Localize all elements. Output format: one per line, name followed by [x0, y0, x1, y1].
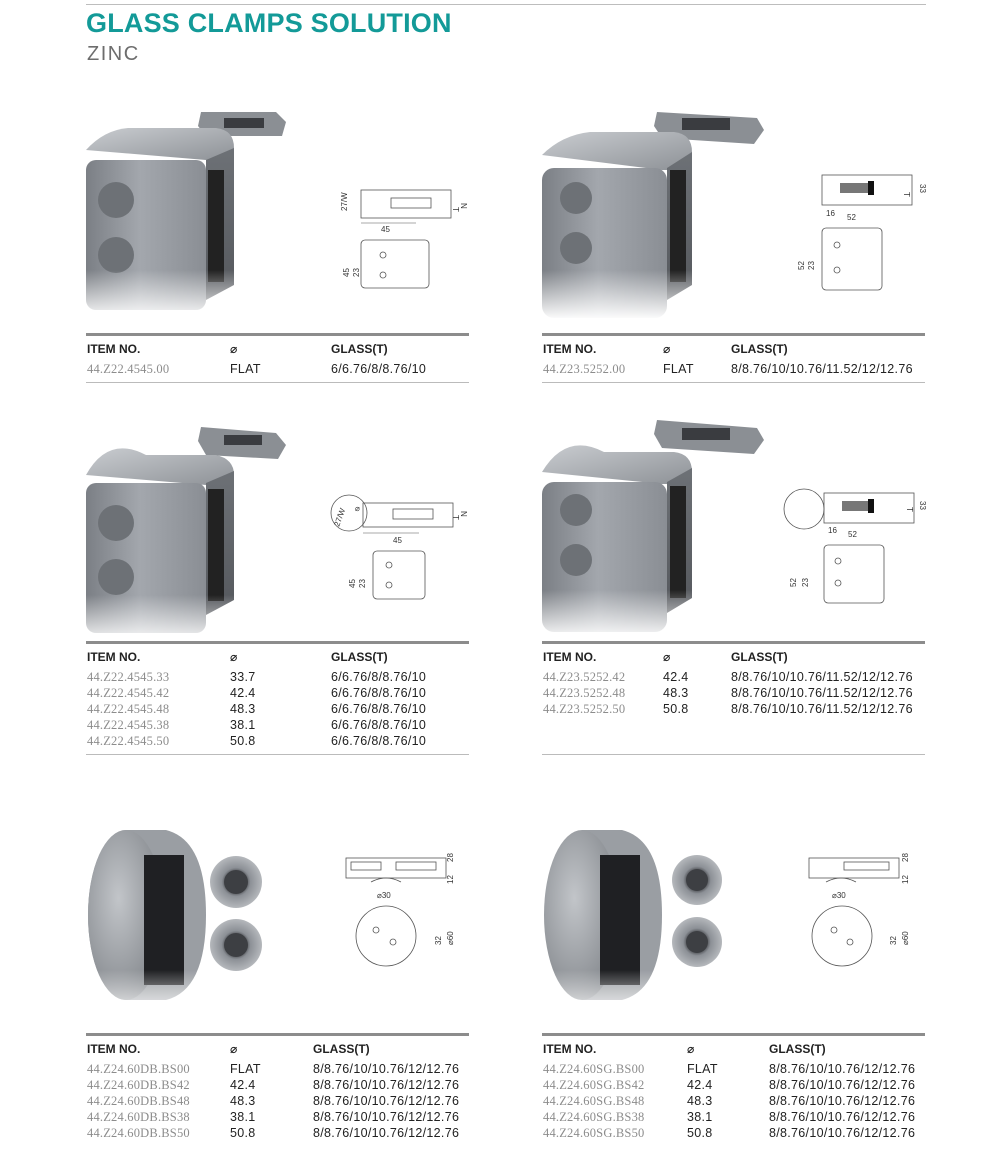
- clamp-diagram: [782, 477, 927, 607]
- glass-value: 8/8.76/10/10.76/12/12.76: [313, 1062, 460, 1076]
- col-diameter-header: ⌀: [687, 1042, 695, 1056]
- diameter-value: 50.8: [230, 1126, 256, 1140]
- table-row: [86, 1062, 469, 1078]
- clamp-diagram: [329, 493, 468, 608]
- spec-table: [86, 641, 469, 755]
- spec-table: [86, 1033, 469, 1142]
- spec-header: [542, 650, 925, 670]
- item-number: 44.Z22.4545.38: [87, 718, 170, 732]
- diameter-value: 48.3: [230, 702, 256, 716]
- col-diameter-header: ⌀: [663, 650, 671, 664]
- dim-width-label: 52: [847, 213, 856, 222]
- table-row: [86, 1126, 469, 1142]
- diameter-value: 38.1: [230, 1110, 256, 1124]
- item-number: 44.Z24.60DB.BS38: [87, 1110, 190, 1124]
- col-glass-header: GLASS(T): [769, 1042, 826, 1056]
- table-row: [542, 362, 925, 378]
- glass-value: 8/8.76/10/10.76/12/12.76: [769, 1110, 916, 1124]
- item-number: 44.Z22.4545.33: [87, 670, 170, 684]
- clamp-photo: [86, 820, 286, 1020]
- diameter-value: 48.3: [230, 1094, 256, 1108]
- glass-value: 6/6.76/8/8.76/10: [331, 686, 427, 700]
- dim-width-label: 45: [381, 225, 390, 234]
- item-number: 44.Z24.60SG.BS50: [543, 1126, 645, 1140]
- item-number: 44.Z22.4545.00: [87, 362, 170, 376]
- table-row: [86, 670, 469, 686]
- page-title: GLASS CLAMPS SOLUTION: [86, 8, 452, 38]
- glass-value: 8/8.76/10/10.76/12/12.76: [313, 1110, 460, 1124]
- product-card-5: [86, 815, 469, 1145]
- item-number: 44.Z22.4545.48: [87, 702, 170, 716]
- dim-dia-label: ⌀60: [446, 931, 455, 945]
- dim-thick-label: 12: [446, 875, 455, 884]
- dim-hole-label: 23: [352, 268, 361, 277]
- dim-offset-label: 16: [826, 209, 835, 218]
- diameter-value: 42.4: [230, 686, 256, 700]
- glass-value: 8/8.76/10/10.76/11.52/12/12.76: [731, 686, 913, 700]
- col-item-header: ITEM NO.: [543, 650, 597, 664]
- glass-value: 8/8.76/10/10.76/12/12.76: [769, 1078, 916, 1092]
- clamp-photo: [86, 415, 296, 645]
- col-item-header: ITEM NO.: [543, 1042, 597, 1056]
- diameter-value: 50.8: [663, 702, 689, 716]
- spec-table: [542, 1033, 925, 1142]
- col-item-header: ITEM NO.: [87, 342, 141, 356]
- item-number: 44.Z23.5252.48: [543, 686, 626, 700]
- dim-t-label: T: [902, 192, 911, 197]
- table-row: [542, 1078, 925, 1094]
- table-row: [86, 1078, 469, 1094]
- diameter-value: 38.1: [687, 1110, 713, 1124]
- table-row: [542, 670, 925, 686]
- spec-bottom-rule: [86, 754, 469, 755]
- glass-value: 8/8.76/10/10.76/12/12.76: [313, 1078, 460, 1092]
- dim-hole-label: 32: [889, 936, 898, 945]
- table-row: [542, 1110, 925, 1126]
- spec-bottom-rule: [542, 754, 925, 755]
- dim-height-label: 27/W: [332, 507, 348, 528]
- diameter-value: 50.8: [230, 734, 256, 748]
- item-number: 44.Z24.60SG.BS42: [543, 1078, 645, 1092]
- diameter-value: FLAT: [230, 1062, 261, 1076]
- col-glass-header: GLASS(T): [331, 650, 388, 664]
- page-subtitle: ZINC: [87, 43, 140, 65]
- diameter-value: 48.3: [663, 686, 689, 700]
- dim-height-label: 28: [446, 853, 455, 862]
- clamp-diagram: [792, 170, 932, 300]
- col-diameter-header: ⌀: [230, 1042, 238, 1056]
- clamp-photo: [542, 820, 742, 1020]
- spec-header: [542, 342, 925, 362]
- table-row: [86, 1110, 469, 1126]
- product-card-4: [542, 405, 925, 765]
- glass-value: 8/8.76/10/10.76/11.52/12/12.76: [731, 702, 913, 716]
- dim-t-label: T: [451, 515, 460, 520]
- table-row: [86, 686, 469, 702]
- item-number: 44.Z23.5252.50: [543, 702, 626, 716]
- dim-ring-label: ⌀30: [832, 891, 846, 900]
- table-row: [86, 734, 469, 750]
- item-number: 44.Z23.5252.00: [543, 362, 626, 376]
- product-card-3: [86, 405, 469, 765]
- spec-header: [86, 342, 469, 362]
- col-glass-header: GLASS(T): [731, 342, 788, 356]
- spec-bottom-rule: [542, 382, 925, 383]
- item-number: 44.Z24.60SG.BS48: [543, 1094, 645, 1108]
- table-row: [542, 718, 925, 750]
- diameter-value: 50.8: [687, 1126, 713, 1140]
- spec-rule: [542, 1033, 925, 1036]
- product-card-6: [542, 815, 925, 1145]
- spec-rule: [542, 641, 925, 644]
- spec-header: [86, 1042, 469, 1062]
- glass-value: 6/6.76/8/8.76/10: [331, 702, 427, 716]
- product-card-1: [86, 95, 469, 395]
- dim-offset-label: 16: [828, 526, 837, 535]
- col-item-header: ITEM NO.: [87, 1042, 141, 1056]
- glass-value: 6/6.76/8/8.76/10: [331, 670, 427, 684]
- diameter-value: FLAT: [663, 362, 694, 376]
- dim-width-label: 52: [848, 530, 857, 539]
- dim-dia-label: ⌀60: [901, 931, 910, 945]
- clamp-photo: [542, 100, 772, 320]
- diameter-value: FLAT: [687, 1062, 718, 1076]
- dim-dia-label: ⌀: [355, 504, 360, 513]
- table-row: [86, 362, 469, 378]
- spec-rule: [86, 333, 469, 336]
- glass-value: 6/6.76/8/8.76/10: [331, 362, 427, 376]
- glass-value: 6/6.76/8/8.76/10: [331, 718, 427, 732]
- dim-plate-label: 45: [342, 268, 351, 277]
- table-row: [542, 1062, 925, 1078]
- spec-table: [542, 333, 925, 383]
- item-number: 44.Z24.60DB.BS42: [87, 1078, 190, 1092]
- table-row: [86, 718, 469, 734]
- spec-table: [86, 333, 469, 383]
- clamp-photo: [542, 410, 772, 640]
- dim-hole-label: 32: [434, 936, 443, 945]
- dim-height-label: 27/W: [340, 192, 349, 211]
- item-number: 44.Z24.60SG.BS38: [543, 1110, 645, 1124]
- dim-n-label: N: [459, 511, 468, 517]
- dim-height-label: 33: [918, 184, 927, 193]
- table-row: [86, 1094, 469, 1110]
- dim-thick-label: 12: [901, 875, 910, 884]
- spec-header: [86, 650, 469, 670]
- spec-table: [542, 641, 925, 755]
- col-item-header: ITEM NO.: [543, 342, 597, 356]
- glass-value: 8/8.76/10/10.76/12/12.76: [313, 1126, 460, 1140]
- spec-bottom-rule: [86, 382, 469, 383]
- glass-value: 8/8.76/10/10.76/12/12.76: [769, 1126, 916, 1140]
- col-diameter-header: ⌀: [230, 342, 238, 356]
- table-row: [542, 1126, 925, 1142]
- col-glass-header: GLASS(T): [331, 342, 388, 356]
- col-diameter-header: ⌀: [663, 342, 671, 356]
- dim-hole-label: 23: [801, 578, 810, 587]
- diameter-value: 48.3: [687, 1094, 713, 1108]
- dim-t-label: T: [905, 507, 914, 512]
- dim-height-label: 28: [901, 853, 910, 862]
- col-glass-header: GLASS(T): [731, 650, 788, 664]
- dim-height-label: 33: [918, 501, 927, 510]
- top-rule: [86, 4, 926, 5]
- item-number: 44.Z22.4545.42: [87, 686, 170, 700]
- glass-value: 8/8.76/10/10.76/12/12.76: [769, 1094, 916, 1108]
- diameter-value: 42.4: [663, 670, 689, 684]
- spec-rule: [542, 333, 925, 336]
- item-number: 44.Z23.5252.42: [543, 670, 626, 684]
- dim-n-label: N: [459, 203, 468, 209]
- table-row: [542, 1094, 925, 1110]
- col-diameter-header: ⌀: [230, 650, 238, 664]
- col-item-header: ITEM NO.: [87, 650, 141, 664]
- table-row: [542, 686, 925, 702]
- dim-ring-label: ⌀30: [377, 891, 391, 900]
- clamp-diagram: [804, 850, 934, 975]
- clamp-diagram: [341, 185, 471, 295]
- dim-t-label: T: [451, 207, 460, 212]
- glass-value: 8/8.76/10/10.76/11.52/12/12.76: [731, 362, 913, 376]
- glass-value: 6/6.76/8/8.76/10: [331, 734, 427, 748]
- diameter-value: 42.4: [687, 1078, 713, 1092]
- spec-header: [542, 1042, 925, 1062]
- clamp-diagram: [341, 850, 471, 975]
- glass-value: 8/8.76/10/10.76/12/12.76: [769, 1062, 916, 1076]
- item-number: 44.Z24.60DB.BS48: [87, 1094, 190, 1108]
- col-glass-header: GLASS(T): [313, 1042, 370, 1056]
- spec-rule: [86, 1033, 469, 1036]
- table-row: [86, 702, 469, 718]
- glass-value: 8/8.76/10/10.76/12/12.76: [313, 1094, 460, 1108]
- dim-hole-label: 23: [358, 579, 367, 588]
- spec-rule: [86, 641, 469, 644]
- dim-width-label: 45: [393, 536, 402, 545]
- dim-plate-label: 52: [789, 578, 798, 587]
- item-number: 44.Z24.60SG.BS00: [543, 1062, 645, 1076]
- clamp-photo: [86, 100, 296, 320]
- item-number: 44.Z22.4545.50: [87, 734, 170, 748]
- item-number: 44.Z24.60DB.BS00: [87, 1062, 190, 1076]
- table-row: [542, 702, 925, 718]
- item-number: 44.Z24.60DB.BS50: [87, 1126, 190, 1140]
- product-card-2: [542, 95, 925, 395]
- diameter-value: 33.7: [230, 670, 256, 684]
- diameter-value: FLAT: [230, 362, 261, 376]
- diameter-value: 42.4: [230, 1078, 256, 1092]
- glass-value: 8/8.76/10/10.76/11.52/12/12.76: [731, 670, 913, 684]
- diameter-value: 38.1: [230, 718, 256, 732]
- dim-plate-label: 45: [348, 579, 357, 588]
- dim-plate-label: 52: [797, 261, 806, 270]
- dim-hole-label: 23: [807, 261, 816, 270]
